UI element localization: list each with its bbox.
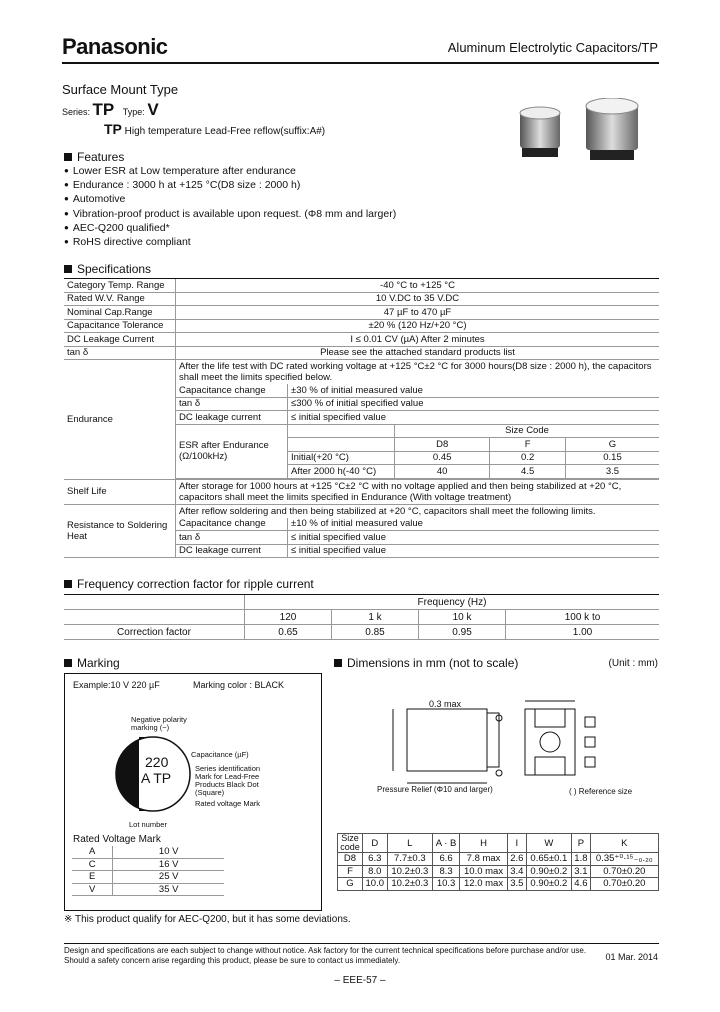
table-row: E 25 V bbox=[72, 871, 224, 884]
endurance-label: Endurance bbox=[64, 360, 176, 480]
shelf-life-row: Shelf Life After storage for 1000 hours at +125 °C±2 °C with no voltage applied and then being stabilized at +20 °C, capacitors shall meet the limits specified in Endurance (With voltage treatment) bbox=[64, 479, 659, 504]
marking-example: Example:10 V 220 µF bbox=[73, 680, 160, 690]
specifications-table bbox=[64, 279, 659, 558]
sub-series-code: TP bbox=[104, 121, 122, 137]
table-row: D8 6.3 7.7±0.3 6.6 7.8 max 2.6 0.65±0.1 1.8 0.35⁺⁰·¹⁵₋₀.₂₀ bbox=[338, 853, 659, 866]
disclaimer-line-1: Design and specifications are each subject to change without notice. Ask factory for the current technical specifications before purchase and/or use. bbox=[64, 946, 587, 955]
disclaimer-line-2: Should a safety concern arise regarding this product, please be sure to contact us immediately. bbox=[64, 956, 401, 965]
frequency-table: Frequency (Hz) 120 1 k 10 k 100 k to Correction factor 0.65 0.85 0.95 1.00 bbox=[64, 595, 659, 640]
sub-series bbox=[104, 121, 325, 137]
page-number: – EEE-57 – bbox=[334, 975, 386, 986]
series-label: Series: bbox=[62, 107, 91, 117]
table-row: A 10 V bbox=[72, 846, 224, 858]
footer-date: 01 Mar. 2014 bbox=[605, 952, 658, 962]
table-row: Nominal Cap.Range 47 µF to 470 µF bbox=[64, 306, 659, 320]
max-label: 0.3 max bbox=[429, 699, 462, 709]
reference-size-label: ( ) Reference size bbox=[569, 787, 633, 796]
feature-item: ● Lower ESR at Low temperature after endurance bbox=[64, 164, 396, 178]
table-row: Rated W.V. Range 10 V.DC to 35 V.DC bbox=[64, 292, 659, 306]
dimension-svg bbox=[337, 673, 658, 803]
features-list bbox=[64, 164, 396, 249]
marking-cap-text: 220 bbox=[145, 754, 169, 770]
lead-free-mark-label: Mark for Lead-Free Products Black Dot (Square) bbox=[195, 772, 260, 797]
series-line bbox=[62, 100, 159, 120]
table-row: C 16 V bbox=[72, 858, 224, 871]
feature-item: ● AEC-Q200 qualified* bbox=[64, 221, 396, 235]
mount-type: Surface Mount Type bbox=[62, 82, 179, 97]
esr-table: ESR after Endurance (Ω/100kHz) Size Code D8 F G Initial(+20 °C) 0.45 0.2 0.15 After 2000 h(-40 °C) 40 4.5 3.5 bbox=[176, 425, 659, 479]
soldering-row: Resistance to Soldering Heat After reflow soldering and then being stabilized at +20 °C, capacitors shall meet the following limits. Capacitance change ±10 % of initial measured value tan δ ≤ initial specified value DC leakage current ≤ initial specified value bbox=[64, 504, 659, 558]
table-row: tan δ Please see the attached standard products list bbox=[64, 346, 659, 360]
feature-item: ● RoHS directive compliant bbox=[64, 235, 396, 249]
rvm-title: Rated Voltage Mark bbox=[73, 834, 161, 845]
unit-label: (Unit : mm) bbox=[608, 658, 658, 669]
table-row: Correction factor 0.65 0.85 0.95 1.00 bbox=[64, 625, 659, 640]
capacitor-photo bbox=[512, 98, 662, 168]
sub-series-desc: High temperature Lead-Free reflow(suffix:A#) bbox=[124, 126, 326, 137]
marking-heading: Marking bbox=[64, 656, 120, 670]
marking-code-text: A TP bbox=[141, 770, 172, 786]
frequency-heading: Frequency correction factor for ripple current bbox=[64, 577, 314, 591]
table-row: G 10.0 10.2±0.3 10.3 12.0 max 3.5 0.90±0.2 4.6 0.70±0.20 bbox=[338, 878, 659, 891]
aec-note: ※ This product qualify for AEC-Q200, but it has some deviations. bbox=[64, 914, 351, 925]
feature-item: ● Automotive bbox=[64, 192, 396, 206]
table-row: F 8.0 10.2±0.3 8.3 10.0 max 3.4 0.90±0.2 3.1 0.70±0.20 bbox=[338, 865, 659, 878]
table-row: Capacitance Tolerance ±20 % (120 Hz/+20 °C) bbox=[64, 319, 659, 333]
footer-disclaimer bbox=[64, 943, 659, 966]
endurance-row: Endurance After the life test with DC rated working voltage at +125 °C±2 °C for 3000 hours(D8 size : 2000 h), the capacitors shall meet the limits specified below. Capacitance change ±30 % of initial measured value tan δ ≤300 % of initial specified value DC leakage current ≤ initial specified value ESR after Endurance (Ω/100kHz) Size Code D8 F G Initial(+20 °C) 0.45 0.2 0.15 After 2000 h(-40 °C) 40 4.5 3.5 bbox=[64, 360, 659, 480]
capacitance-label: Capacitance (µF) bbox=[191, 750, 249, 759]
endurance-intro: After the life test with DC rated working voltage at +125 °C±2 °C for 3000 hours(D8 size : 2000 h), the capacitors shall meet the limits specified below. bbox=[179, 361, 652, 383]
lot-number-label: Lot number bbox=[129, 820, 167, 829]
features-heading: Features bbox=[64, 150, 124, 164]
type-label: Type: bbox=[122, 107, 145, 117]
brand-logo: Panasonic bbox=[62, 34, 168, 59]
table-row: V 35 V bbox=[72, 883, 224, 896]
table-row: Category Temp. Range -40 °C to +125 °C bbox=[64, 279, 659, 292]
series-code: TP bbox=[92, 100, 115, 119]
dimensions-heading: Dimensions in mm (not to scale) bbox=[334, 656, 518, 670]
series-id-label: Series identification bbox=[195, 764, 261, 773]
dimensions-table: Size code D L A · B H I W P K D8 6.3 7.7±0.3 6.6 7.8 max 2.6 0.65±0.1 1.8 0.35⁺⁰·¹⁵₋₀.₂₀ F 8.0 10.2±0.3 8.3 10.0 max 3.4 0.90±0.2 3.1 0.70±0.20 G 10.0 10.2±0.3 10.3 12.0 max 3.5 0.90±0.2 4.6 0.70±0.20 bbox=[337, 833, 659, 891]
dimension-drawing bbox=[337, 673, 658, 833]
pressure-relief-label: Pressure Relief (Φ10 and larger) bbox=[377, 785, 493, 794]
rated-voltage-table bbox=[72, 846, 224, 896]
document-title: Aluminum Electrolytic Capacitors/TP bbox=[447, 40, 658, 55]
marking-color: Marking color : BLACK bbox=[193, 680, 285, 690]
specifications-heading: Specifications bbox=[64, 262, 151, 276]
feature-item: ● Endurance : 3000 h at +125 °C(D8 size : 2000 h) bbox=[64, 178, 396, 192]
polarity-label: Negative polarity marking (−) bbox=[131, 715, 187, 732]
type-code: V bbox=[147, 100, 159, 119]
header-rule bbox=[62, 62, 659, 64]
table-row: DC Leakage Current I ≤ 0.01 CV (µA) After 2 minutes bbox=[64, 333, 659, 347]
feature-item: ● Vibration-proof product is available upon request. (Φ8 mm and larger) bbox=[64, 207, 396, 221]
rated-voltage-mark-label: Rated voltage Mark bbox=[195, 799, 261, 808]
